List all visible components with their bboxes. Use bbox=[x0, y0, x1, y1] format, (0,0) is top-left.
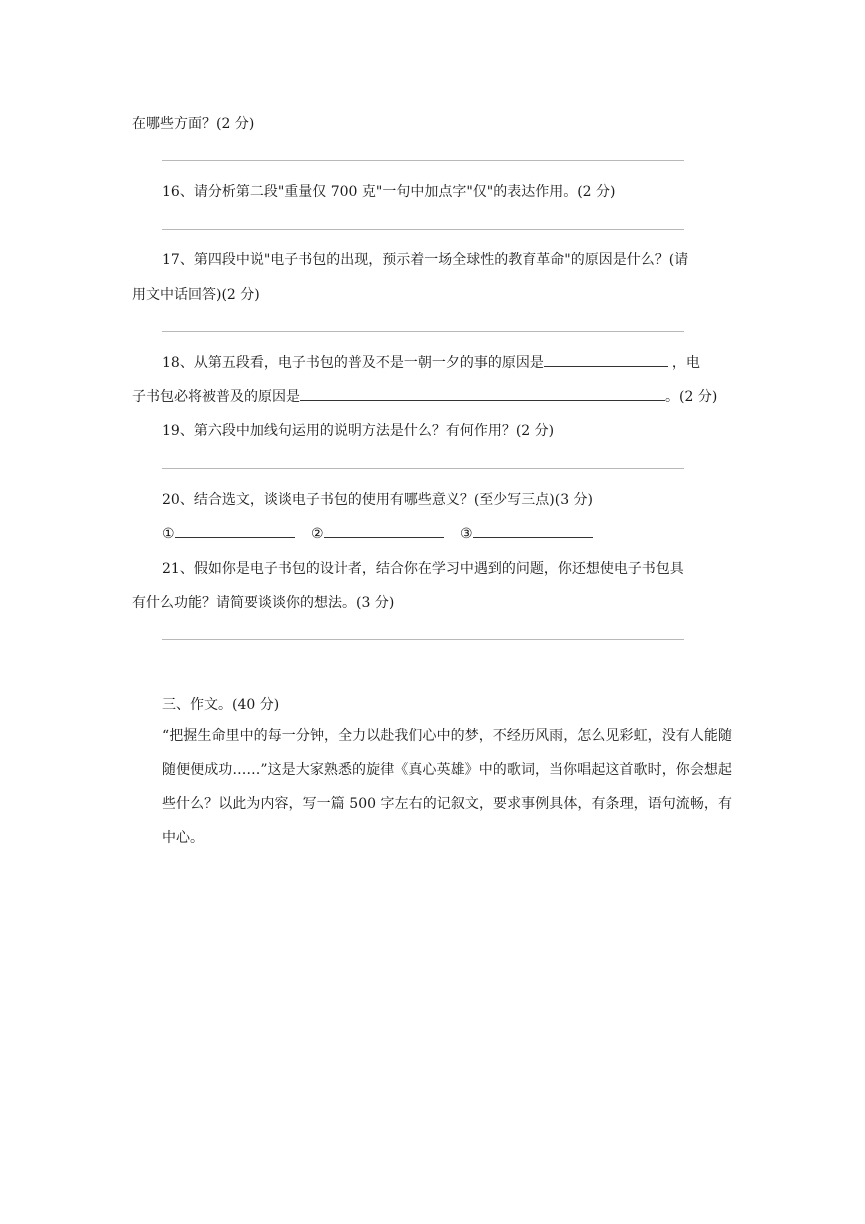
question-18-line1 bbox=[162, 352, 700, 372]
answer-line-q17[interactable] bbox=[162, 331, 684, 332]
q18-text-a: 18、从第五段看，电子书包的普及不是一朝一夕的事的原因是 bbox=[162, 355, 544, 371]
q20-blank-1[interactable] bbox=[175, 523, 295, 538]
q20-mark-3: ③ bbox=[460, 526, 473, 542]
question-21-line2: 有什么功能？请简要谈谈你的想法。(3 分) bbox=[132, 595, 395, 611]
section-3-title: 三、作文。(40 分) bbox=[162, 697, 280, 713]
q20-mark-2: ② bbox=[311, 526, 324, 542]
q18-text-b: ，电 bbox=[671, 355, 700, 371]
question-18-line2 bbox=[132, 386, 717, 406]
question-17-line1: 17、第四段中说"电子书包的出现，预示着一场全球性的教育革命"的原因是什么？(请 bbox=[162, 252, 689, 268]
q15-tail: 在哪些方面？(2 分) bbox=[132, 116, 255, 132]
question-17-line2: 用文中话回答)(2 分) bbox=[132, 287, 260, 303]
question-20: 20、结合选文，谈谈电子书包的使用有哪些意义？(至少写三点)(3 分) bbox=[162, 492, 594, 508]
question-21-line1: 21、假如你是电子书包的设计者，结合你在学习中遇到的问题，你还想使电子书包具 bbox=[162, 561, 684, 577]
answer-line-q16[interactable] bbox=[162, 229, 684, 230]
q18-blank-2[interactable] bbox=[300, 386, 665, 401]
q20-answers bbox=[162, 523, 593, 542]
q20-mark-1: ① bbox=[162, 526, 175, 542]
q20-blank-2[interactable] bbox=[324, 523, 444, 538]
essay-prompt: “把握生命里中的每一分钟，全力以赴我们心中的梦，不经历风雨，怎么见彩虹，没有人能随随便便成功……”这是大家熟悉的旋律《真心英雄》中的歌词，当你唱起这首歌时，你会想起些什么？以此为内容，写一篇 500 字左右的记叙文，要求事例具体，有条理，语句流畅，有中心。 bbox=[162, 728, 732, 846]
essay-prompt-block bbox=[132, 719, 732, 855]
question-16: 16、请分析第二段"重量仅 700 克"一句中加点字"仅"的表达作用。(2 分) bbox=[162, 184, 616, 200]
question-19: 19、第六段中加线句运用的说明方法是什么？有何作用？(2 分) bbox=[162, 423, 555, 439]
q18-blank-1[interactable] bbox=[544, 352, 668, 367]
q20-blank-3[interactable] bbox=[473, 523, 593, 538]
q18-text-c: 子书包必将被普及的原因是 bbox=[132, 389, 300, 405]
answer-line-q21[interactable] bbox=[162, 639, 684, 640]
answer-line-q15[interactable] bbox=[162, 160, 684, 161]
q18-text-d: 。(2 分) bbox=[665, 389, 718, 405]
answer-line-q19[interactable] bbox=[162, 468, 684, 469]
